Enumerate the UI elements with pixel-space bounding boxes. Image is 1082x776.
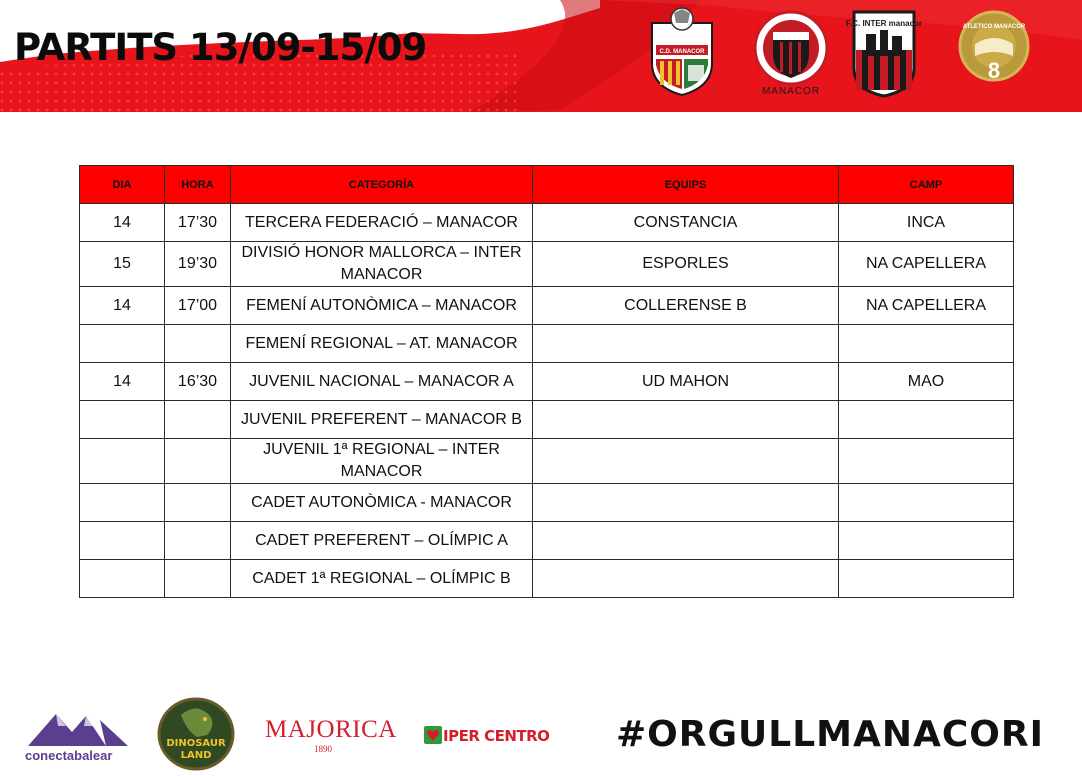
atletico-manacor-crest-text: ATLETICO MANACOR bbox=[962, 24, 1026, 30]
cell-categoria: JUVENIL NACIONAL – MANACOR A bbox=[231, 363, 533, 401]
cell-dia bbox=[80, 325, 165, 363]
cell-equips: COLLERENSE B bbox=[533, 287, 839, 325]
cell-categoria: JUVENIL PREFERENT – MANACOR B bbox=[231, 401, 533, 439]
conectabalear-logo-icon bbox=[28, 706, 128, 753]
cell-categoria: FEMENÍ REGIONAL – AT. MANACOR bbox=[231, 325, 533, 363]
cell-hora bbox=[165, 484, 231, 522]
svg-text:8: 8 bbox=[987, 58, 1001, 83]
table-row bbox=[80, 439, 1014, 484]
cell-camp bbox=[839, 522, 1014, 560]
table-row bbox=[80, 560, 1014, 598]
cell-dia bbox=[80, 439, 165, 484]
cell-equips bbox=[533, 484, 839, 522]
cell-equips: ESPORLES bbox=[533, 242, 839, 287]
cell-hora bbox=[165, 560, 231, 598]
table-row bbox=[80, 363, 1014, 401]
hashtag-orgullmanacori: #ORGULLMANACORI bbox=[616, 714, 1044, 755]
cell-hora bbox=[165, 522, 231, 560]
fc-inter-manacor-crest-icon bbox=[845, 10, 923, 98]
dinosaur-land-logo-icon bbox=[157, 697, 235, 776]
cell-hora: 19’30 bbox=[165, 242, 231, 287]
cell-camp bbox=[839, 484, 1014, 522]
cell-categoria: CADET PREFERENT – OLÍMPIC A bbox=[231, 522, 533, 560]
cell-dia: 14 bbox=[80, 287, 165, 325]
cell-dia: 14 bbox=[80, 204, 165, 242]
cell-hora: 16’30 bbox=[165, 363, 231, 401]
cell-camp bbox=[839, 401, 1014, 439]
cell-equips bbox=[533, 560, 839, 598]
ipercentro-heart-icon bbox=[424, 726, 442, 749]
cell-categoria: JUVENIL 1ª REGIONAL – INTER MANACOR bbox=[231, 439, 533, 484]
fc-inter-manacor-crest-text: F.C. INTER manacor bbox=[845, 19, 923, 28]
ce-manacor-crest-icon bbox=[752, 8, 830, 96]
page-title: PARTITS 13/09-15/09 bbox=[14, 26, 427, 69]
table-header-row bbox=[80, 166, 1014, 204]
cell-dia bbox=[80, 484, 165, 522]
cell-equips bbox=[533, 325, 839, 363]
majorica-logo: MAJORICA bbox=[265, 716, 397, 743]
header-categoria: CATEGORÍA bbox=[231, 166, 533, 204]
cell-hora bbox=[165, 325, 231, 363]
cell-dia: 14 bbox=[80, 363, 165, 401]
dinosaur-label-line2: LAND bbox=[180, 750, 212, 761]
cell-hora: 17’30 bbox=[165, 204, 231, 242]
cell-camp: MAO bbox=[839, 363, 1014, 401]
cell-equips: UD MAHON bbox=[533, 363, 839, 401]
cell-camp bbox=[839, 325, 1014, 363]
cell-dia: 15 bbox=[80, 242, 165, 287]
cd-manacor-crest-text: C.D. MANACOR bbox=[659, 49, 705, 55]
cell-camp: NA CAPELLERA bbox=[839, 287, 1014, 325]
table-row bbox=[80, 287, 1014, 325]
table-row bbox=[80, 484, 1014, 522]
cell-hora bbox=[165, 401, 231, 439]
cell-equips bbox=[533, 522, 839, 560]
header-dia: DIA bbox=[80, 166, 165, 204]
cell-hora: 17’00 bbox=[165, 287, 231, 325]
cell-hora bbox=[165, 439, 231, 484]
ipercentro-logo: IPER CENTRO bbox=[443, 727, 550, 745]
cell-camp bbox=[839, 439, 1014, 484]
table-row bbox=[80, 522, 1014, 560]
cell-categoria: TERCERA FEDERACIÓ – MANACOR bbox=[231, 204, 533, 242]
cell-dia bbox=[80, 522, 165, 560]
table-row bbox=[80, 242, 1014, 287]
cell-dia bbox=[80, 401, 165, 439]
ce-manacor-crest-text: MANACOR bbox=[761, 86, 821, 97]
cell-dia bbox=[80, 560, 165, 598]
header-equips: EQUIPS bbox=[533, 166, 839, 204]
atletico-manacor-crest-icon bbox=[957, 8, 1031, 86]
table-row bbox=[80, 325, 1014, 363]
cell-categoria: CADET 1ª REGIONAL – OLÍMPIC B bbox=[231, 560, 533, 598]
conectabalear-label: conectabalear bbox=[25, 748, 113, 763]
cell-camp bbox=[839, 560, 1014, 598]
cell-categoria: DIVISIÓ HONOR MALLORCA – INTER MANACOR bbox=[231, 242, 533, 287]
majorica-year: 1890 bbox=[314, 744, 332, 754]
dinosaur-label-line1: DINOSAUR bbox=[166, 738, 226, 749]
cell-camp: NA CAPELLERA bbox=[839, 242, 1014, 287]
schedule-table bbox=[79, 165, 1014, 598]
cell-categoria: CADET AUTONÒMICA - MANACOR bbox=[231, 484, 533, 522]
cell-camp: INCA bbox=[839, 204, 1014, 242]
table-row bbox=[80, 204, 1014, 242]
cell-equips bbox=[533, 401, 839, 439]
header-hora: HORA bbox=[165, 166, 231, 204]
cell-categoria: FEMENÍ AUTONÒMICA – MANACOR bbox=[231, 287, 533, 325]
cell-equips: CONSTANCIA bbox=[533, 204, 839, 242]
cell-equips bbox=[533, 439, 839, 484]
table-row bbox=[80, 401, 1014, 439]
cd-manacor-crest-icon bbox=[644, 5, 720, 97]
header-camp: CAMP bbox=[839, 166, 1014, 204]
